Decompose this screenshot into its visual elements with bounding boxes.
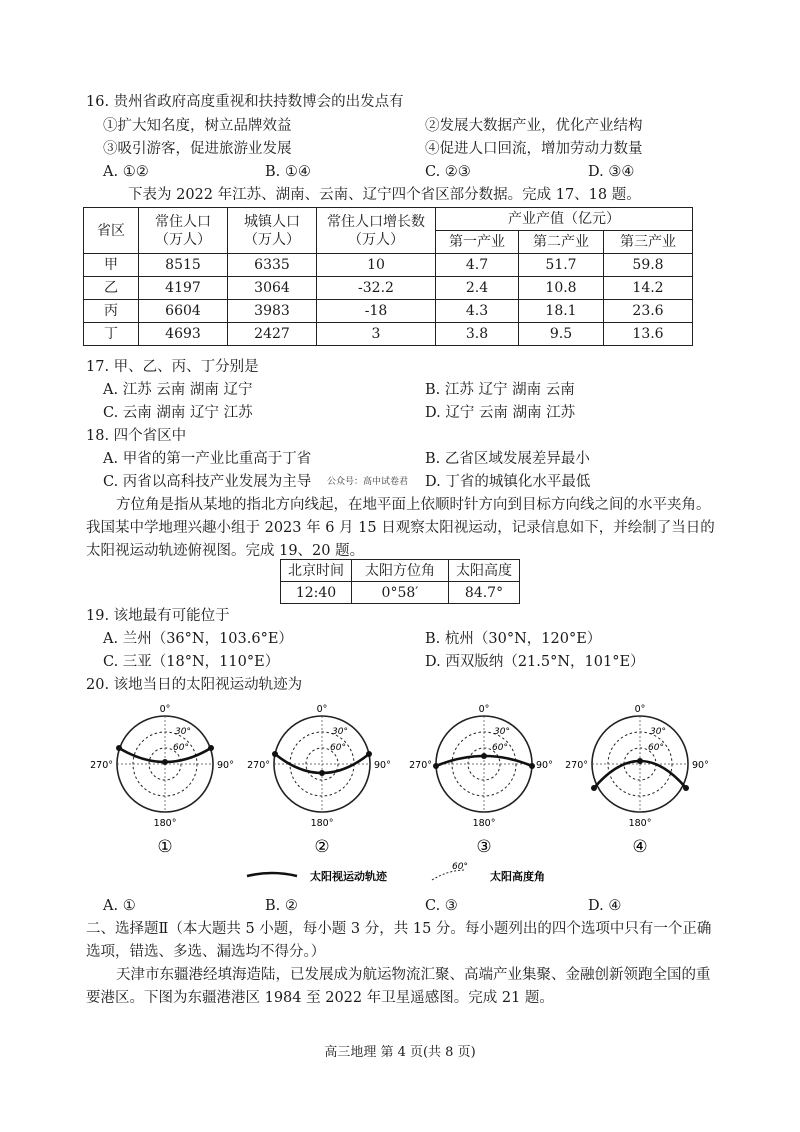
sun-path-diagram-3 [409,704,553,857]
obs-header-altitude: 太阳高度 [449,560,520,582]
q16-item-1: ①扩大知名度，树立品牌效益 [103,118,292,134]
west-label: 270° [247,760,270,771]
header-industry-output: 产业产值（亿元） [436,208,693,231]
east-label: 90° [536,760,553,771]
q16-item-2: ②发展大数据产业，优化产业结构 [425,118,643,134]
table-row: 乙 4197 3064 -32.2 2.4 10.8 14.2 [84,277,693,300]
q16-option-d[interactable]: D. ③④ [588,164,635,180]
diagram-label-4: ④ [632,837,648,857]
sun-path-diagram-1 [90,704,234,857]
diagram-label-2: ② [314,837,330,857]
header-province: 省区 [84,208,139,254]
table-row: 丙 6604 3983 -18 4.3 18.1 23.6 [84,300,693,323]
page-footer: 高三地理 第 4 页(共 8 页) [324,1045,476,1060]
obs-header-time: 北京时间 [281,560,352,582]
west-label: 270° [565,760,588,771]
altitude-30-label: 30° [494,727,510,737]
north-label: 0° [159,704,171,715]
q16-option-c[interactable]: C. ②③ [425,164,471,180]
q16-option-b[interactable]: B. ①④ [265,164,311,180]
east-label: 90° [217,760,234,771]
altitude-30-label: 30° [650,727,666,737]
sun-intro-line-3: 太阳视运动轨迹俯视图。完成 19、20 题。 [86,543,365,559]
q20-option-a[interactable]: A. ① [103,898,136,914]
north-label: 0° [634,704,646,715]
q18-option-c[interactable]: C. 丙省以高科技产业发展为主导 [103,474,312,490]
obs-altitude: 84.7° [449,582,520,604]
south-label: 180° [153,818,177,829]
q20-option-c[interactable]: C. ③ [425,898,458,914]
q20-option-b[interactable]: B. ② [265,898,298,914]
obs-time: 12:40 [281,582,352,604]
altitude-30-label: 30° [332,727,348,737]
q19-option-d[interactable]: D. 西双版纳（21.5°N，101°E） [425,654,645,670]
altitude-30-label: 30° [175,727,191,737]
north-label: 0° [316,704,328,715]
altitude-60-label: 60° [492,743,508,753]
obs-header-azimuth: 太阳方位角 [352,560,449,582]
section2-line-2: 选项，错选、多选、漏选均不得分。） [86,944,326,960]
q17-option-a[interactable]: A. 江苏 云南 湖南 辽宁 [103,382,253,398]
port-intro-line-1: 天津市东疆港经填海造陆，已发展成为航运物流汇聚、高端产业集聚、金融创新领跑全国的重 [116,967,711,983]
diagram-label-3: ③ [476,837,492,857]
q20-stem: 20. 该地当日的太阳视运动轨迹为 [86,677,303,693]
q18-option-a[interactable]: A. 甲省的第一产业比重高于丁省 [103,451,312,467]
east-label: 90° [692,760,709,771]
q17-option-d[interactable]: D. 辽宁 云南 湖南 江苏 [425,405,576,421]
altitude-60-label: 60° [173,743,189,753]
q18-stem: 18. 四个省区中 [86,428,187,444]
q19-option-a[interactable]: A. 兰州（36°N，103.6°E） [103,631,293,647]
sun-path-diagram-4 [565,704,709,857]
diagram-label-1: ① [157,837,173,857]
legend-track-line [247,873,297,876]
port-intro-line-2: 要港区。下图为东疆港港区 1984 至 2022 年卫星遥感图。完成 21 题。 [86,990,554,1006]
q16-item-3: ③吸引游客，促进旅游业发展 [103,141,292,157]
west-label: 270° [409,760,432,771]
q19-stem: 19. 该地最有可能位于 [86,608,230,624]
header-secondary: 第二产业 [519,231,604,254]
q19-option-c[interactable]: C. 三亚（18°N，110°E） [103,654,280,670]
header-urban-population: 城镇人口 （万人） [228,208,317,254]
header-primary: 第一产业 [436,231,519,254]
legend-track-label: 太阳视运动轨迹 [310,870,387,883]
q17-option-c[interactable]: C. 云南 湖南 辽宁 江苏 [103,405,253,421]
east-label: 90° [374,760,391,771]
q19-option-b[interactable]: B. 杭州（30°N，120°E） [425,631,602,647]
legend-altitude-value: 60° [452,862,468,872]
table-row: 丁 4693 2427 3 3.8 9.5 13.6 [84,323,693,346]
header-population: 常住人口 （万人） [139,208,228,254]
q18-option-d[interactable]: D. 丁省的城镇化水平最低 [425,474,591,490]
q16-option-a[interactable]: A. ①② [103,164,149,180]
header-tertiary: 第三产业 [604,231,693,254]
south-label: 180° [628,818,652,829]
table-row: 甲 8515 6335 10 4.7 51.7 59.8 [84,254,693,277]
header-population-growth: 常住人口增长数 （万人） [317,208,436,254]
q16-stem: 16. 贵州省政府高度重视和扶持数博会的出发点有 [86,94,404,110]
watermark: 公众号：高中试卷君 [327,477,409,487]
altitude-60-label: 60° [330,743,346,753]
sun-intro-line-2: 我国某中学地理兴趣小组于 2023 年 6 月 15 日观察太阳视运动，记录信息如下，并绘制了当日的 [86,520,715,536]
sun-intro-line-1: 方位角是指从某地的指北方向线起，在地平面上依顺时针方向到目标方向线之间的水平夹角。 [116,497,711,513]
q17-stem: 17. 甲、乙、丙、丁分别是 [86,359,259,375]
altitude-60-label: 60° [648,743,664,753]
q16-item-4: ④促进人口回流，增加劳动力数量 [425,141,643,157]
west-label: 270° [90,760,113,771]
q17-option-b[interactable]: B. 江苏 辽宁 湖南 云南 [425,382,575,398]
sun-path-diagram-2 [247,704,391,857]
table-intro: 下表为 2022 年江苏、湖南、云南、辽宁四个省区部分数据。完成 17、18 题。 [128,187,641,203]
q18-option-b[interactable]: B. 乙省区域发展差异最小 [425,451,590,467]
obs-azimuth: 0°58′ [352,582,449,604]
south-label: 180° [472,818,496,829]
legend-altitude-label: 太阳高度角 [490,870,545,883]
north-label: 0° [478,704,490,715]
diagram-legend [247,862,545,883]
south-label: 180° [310,818,334,829]
q20-option-d[interactable]: D. ④ [588,898,622,914]
section2-line-1: 二、选择题Ⅱ（本大题共 5 小题，每小题 3 分，共 15 分。每小题列出的四个选项中只有一个正确 [86,921,712,937]
